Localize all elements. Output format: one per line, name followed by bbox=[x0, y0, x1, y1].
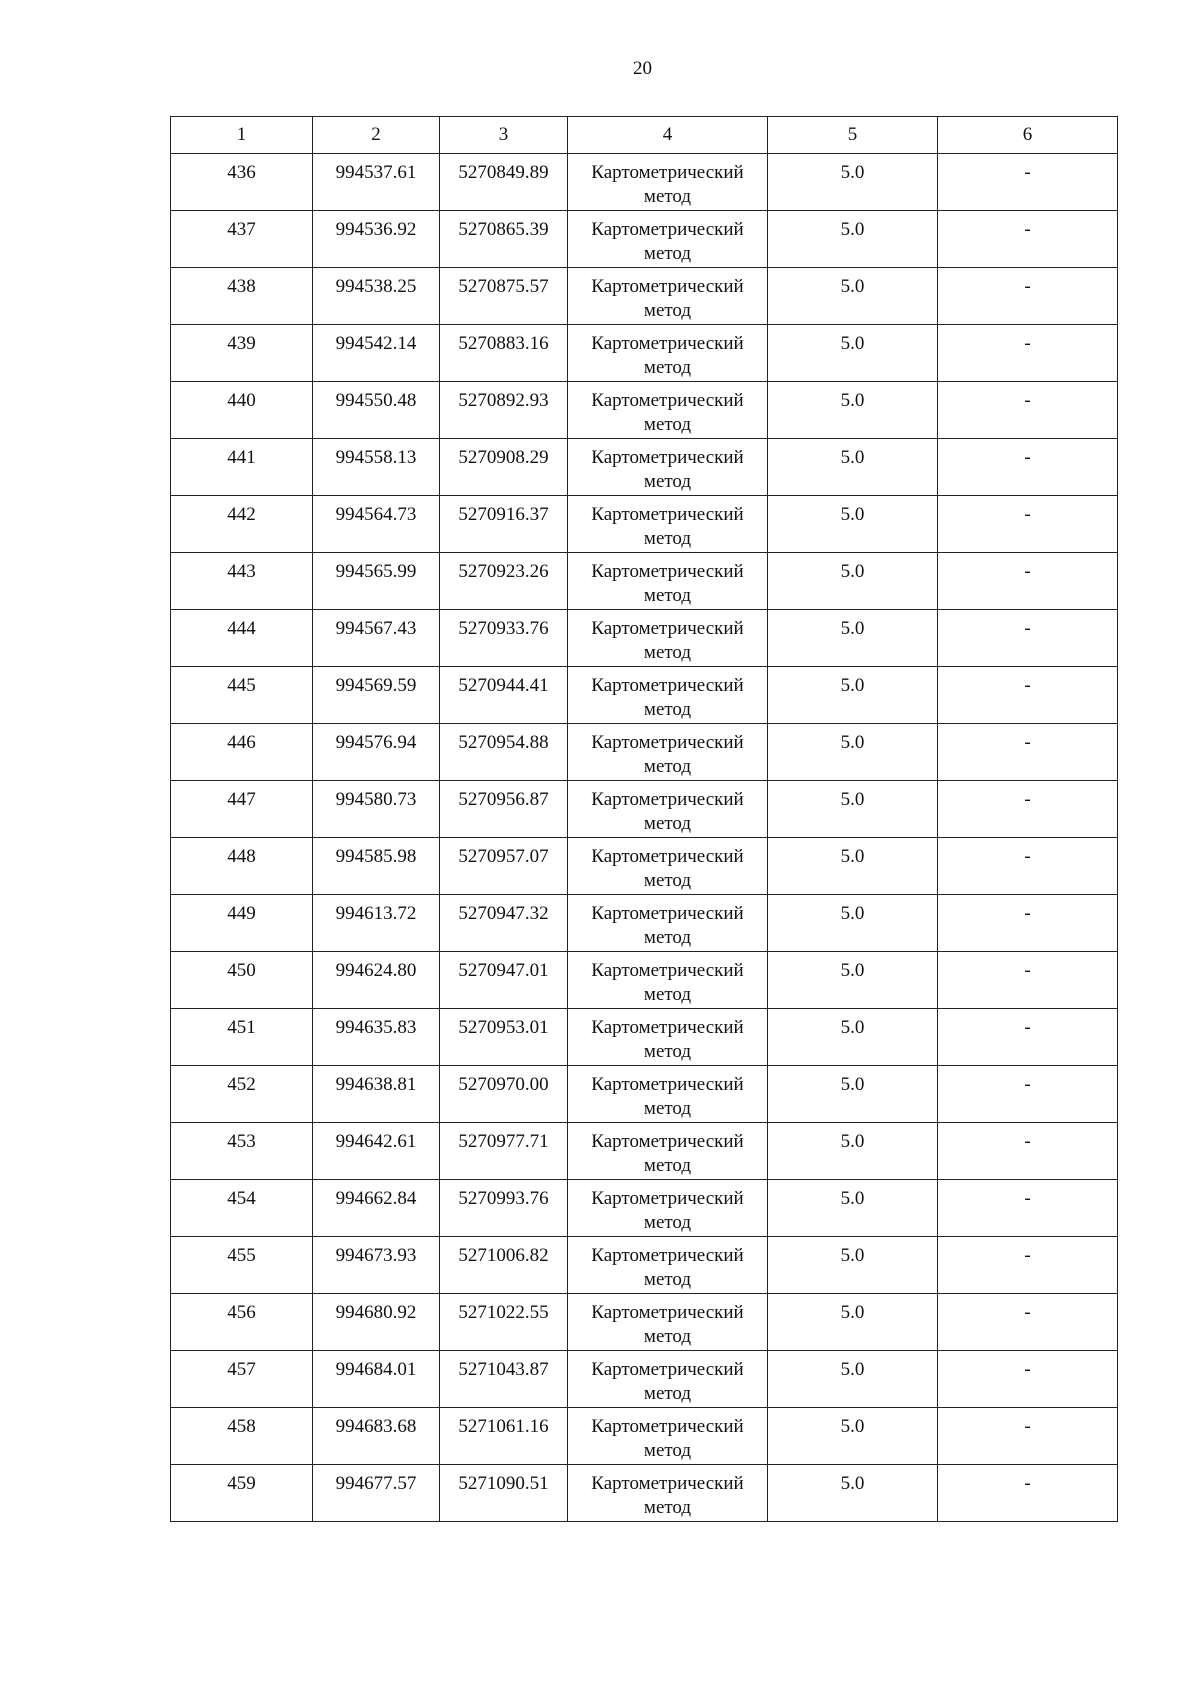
method-line-2: метод bbox=[643, 642, 692, 663]
table-row bbox=[171, 895, 1118, 952]
cell-method bbox=[568, 952, 768, 1009]
table-row bbox=[171, 382, 1118, 439]
cell-x-coordinate: 994542.14 bbox=[313, 325, 440, 382]
cell-note: - bbox=[938, 325, 1118, 382]
cell-y-coordinate: 5270957.07 bbox=[440, 838, 568, 895]
cell-accuracy: 5.0 bbox=[768, 496, 938, 553]
method-line-1: Картометрический bbox=[591, 504, 744, 525]
cell-point-number: 456 bbox=[171, 1294, 313, 1351]
cell-point-number: 446 bbox=[171, 724, 313, 781]
cell-note: - bbox=[938, 496, 1118, 553]
table-row bbox=[171, 838, 1118, 895]
cell-method bbox=[568, 1180, 768, 1237]
cell-y-coordinate: 5270954.88 bbox=[440, 724, 568, 781]
method-line-2: метод bbox=[643, 186, 692, 207]
cell-note: - bbox=[938, 268, 1118, 325]
cell-accuracy: 5.0 bbox=[768, 838, 938, 895]
cell-note: - bbox=[938, 1294, 1118, 1351]
cell-accuracy: 5.0 bbox=[768, 1465, 938, 1522]
cell-x-coordinate: 994567.43 bbox=[313, 610, 440, 667]
header-row bbox=[171, 117, 1118, 154]
cell-x-coordinate: 994537.61 bbox=[313, 154, 440, 211]
cell-point-number: 450 bbox=[171, 952, 313, 1009]
table-row bbox=[171, 268, 1118, 325]
cell-accuracy: 5.0 bbox=[768, 610, 938, 667]
cell-point-number: 440 bbox=[171, 382, 313, 439]
cell-x-coordinate: 994684.01 bbox=[313, 1351, 440, 1408]
method-line-2: метод bbox=[643, 1269, 692, 1290]
cell-note: - bbox=[938, 382, 1118, 439]
column-header-2: 2 bbox=[313, 117, 440, 154]
cell-x-coordinate: 994580.73 bbox=[313, 781, 440, 838]
cell-y-coordinate: 5271022.55 bbox=[440, 1294, 568, 1351]
cell-method bbox=[568, 496, 768, 553]
cell-x-coordinate: 994642.61 bbox=[313, 1123, 440, 1180]
method-line-1: Картометрический bbox=[591, 618, 744, 639]
cell-x-coordinate: 994638.81 bbox=[313, 1066, 440, 1123]
table-row bbox=[171, 154, 1118, 211]
method-line-2: метод bbox=[643, 414, 692, 435]
table-row bbox=[171, 1408, 1118, 1465]
cell-note: - bbox=[938, 1351, 1118, 1408]
cell-accuracy: 5.0 bbox=[768, 268, 938, 325]
cell-y-coordinate: 5270923.26 bbox=[440, 553, 568, 610]
method-line-1: Картометрический bbox=[591, 1131, 744, 1152]
cell-point-number: 436 bbox=[171, 154, 313, 211]
cell-method bbox=[568, 439, 768, 496]
cell-accuracy: 5.0 bbox=[768, 325, 938, 382]
cell-y-coordinate: 5270892.93 bbox=[440, 382, 568, 439]
method-line-2: метод bbox=[643, 1497, 692, 1518]
method-line-1: Картометрический bbox=[591, 333, 744, 354]
cell-accuracy: 5.0 bbox=[768, 553, 938, 610]
method-line-2: метод bbox=[643, 813, 692, 834]
table-row bbox=[171, 1351, 1118, 1408]
cell-y-coordinate: 5270956.87 bbox=[440, 781, 568, 838]
cell-accuracy: 5.0 bbox=[768, 667, 938, 724]
cell-method bbox=[568, 1237, 768, 1294]
method-line-1: Картометрический bbox=[591, 390, 744, 411]
cell-accuracy: 5.0 bbox=[768, 1009, 938, 1066]
cell-point-number: 454 bbox=[171, 1180, 313, 1237]
cell-method bbox=[568, 1066, 768, 1123]
cell-note: - bbox=[938, 667, 1118, 724]
cell-accuracy: 5.0 bbox=[768, 154, 938, 211]
cell-point-number: 451 bbox=[171, 1009, 313, 1066]
cell-point-number: 455 bbox=[171, 1237, 313, 1294]
cell-point-number: 449 bbox=[171, 895, 313, 952]
cell-note: - bbox=[938, 724, 1118, 781]
method-line-1: Картометрический bbox=[591, 219, 744, 240]
cell-x-coordinate: 994677.57 bbox=[313, 1465, 440, 1522]
cell-x-coordinate: 994558.13 bbox=[313, 439, 440, 496]
cell-method bbox=[568, 1123, 768, 1180]
table-row bbox=[171, 1009, 1118, 1066]
method-line-1: Картометрический bbox=[591, 732, 744, 753]
method-line-2: метод bbox=[643, 1440, 692, 1461]
cell-point-number: 457 bbox=[171, 1351, 313, 1408]
cell-accuracy: 5.0 bbox=[768, 1066, 938, 1123]
method-line-1: Картометрический bbox=[591, 1017, 744, 1038]
cell-method bbox=[568, 895, 768, 952]
method-line-2: метод bbox=[643, 1383, 692, 1404]
column-header-4: 4 bbox=[568, 117, 768, 154]
method-line-2: метод bbox=[643, 1098, 692, 1119]
cell-point-number: 452 bbox=[171, 1066, 313, 1123]
method-line-1: Картометрический bbox=[591, 1245, 744, 1266]
cell-method bbox=[568, 268, 768, 325]
column-header-6: 6 bbox=[938, 117, 1118, 154]
cell-note: - bbox=[938, 1408, 1118, 1465]
cell-point-number: 439 bbox=[171, 325, 313, 382]
table-row bbox=[171, 1180, 1118, 1237]
cell-method bbox=[568, 838, 768, 895]
table-row bbox=[171, 1294, 1118, 1351]
cell-point-number: 444 bbox=[171, 610, 313, 667]
cell-y-coordinate: 5270947.01 bbox=[440, 952, 568, 1009]
cell-x-coordinate: 994550.48 bbox=[313, 382, 440, 439]
cell-accuracy: 5.0 bbox=[768, 1351, 938, 1408]
cell-method bbox=[568, 667, 768, 724]
cell-note: - bbox=[938, 838, 1118, 895]
cell-x-coordinate: 994673.93 bbox=[313, 1237, 440, 1294]
cell-y-coordinate: 5270933.76 bbox=[440, 610, 568, 667]
cell-accuracy: 5.0 bbox=[768, 781, 938, 838]
cell-note: - bbox=[938, 610, 1118, 667]
cell-y-coordinate: 5271006.82 bbox=[440, 1237, 568, 1294]
method-line-1: Картометрический bbox=[591, 276, 744, 297]
method-line-2: метод bbox=[643, 927, 692, 948]
cell-x-coordinate: 994635.83 bbox=[313, 1009, 440, 1066]
method-line-2: метод bbox=[643, 471, 692, 492]
method-line-1: Картометрический bbox=[591, 1302, 744, 1323]
method-line-1: Картометрический bbox=[591, 1188, 744, 1209]
cell-y-coordinate: 5270875.57 bbox=[440, 268, 568, 325]
cell-method bbox=[568, 610, 768, 667]
method-line-2: метод bbox=[643, 585, 692, 606]
method-line-2: метод bbox=[643, 1326, 692, 1347]
cell-method bbox=[568, 1408, 768, 1465]
cell-x-coordinate: 994613.72 bbox=[313, 895, 440, 952]
cell-y-coordinate: 5271090.51 bbox=[440, 1465, 568, 1522]
cell-accuracy: 5.0 bbox=[768, 1237, 938, 1294]
cell-x-coordinate: 994565.99 bbox=[313, 553, 440, 610]
cell-y-coordinate: 5270970.00 bbox=[440, 1066, 568, 1123]
cell-y-coordinate: 5270977.71 bbox=[440, 1123, 568, 1180]
cell-accuracy: 5.0 bbox=[768, 1294, 938, 1351]
cell-note: - bbox=[938, 1180, 1118, 1237]
table-row bbox=[171, 667, 1118, 724]
cell-point-number: 442 bbox=[171, 496, 313, 553]
table-body bbox=[171, 154, 1118, 1522]
cell-x-coordinate: 994585.98 bbox=[313, 838, 440, 895]
cell-method bbox=[568, 211, 768, 268]
method-line-1: Картометрический bbox=[591, 561, 744, 582]
table-row bbox=[171, 952, 1118, 1009]
cell-point-number: 459 bbox=[171, 1465, 313, 1522]
cell-point-number: 447 bbox=[171, 781, 313, 838]
cell-point-number: 443 bbox=[171, 553, 313, 610]
cell-accuracy: 5.0 bbox=[768, 382, 938, 439]
cell-y-coordinate: 5270908.29 bbox=[440, 439, 568, 496]
table-row bbox=[171, 610, 1118, 667]
cell-note: - bbox=[938, 1009, 1118, 1066]
table-row bbox=[171, 724, 1118, 781]
method-line-1: Картометрический bbox=[591, 1416, 744, 1437]
cell-method bbox=[568, 1351, 768, 1408]
cell-y-coordinate: 5270947.32 bbox=[440, 895, 568, 952]
cell-y-coordinate: 5270944.41 bbox=[440, 667, 568, 724]
method-line-1: Картометрический bbox=[591, 789, 744, 810]
cell-point-number: 458 bbox=[171, 1408, 313, 1465]
method-line-1: Картометрический bbox=[591, 846, 744, 867]
cell-note: - bbox=[938, 211, 1118, 268]
cell-x-coordinate: 994680.92 bbox=[313, 1294, 440, 1351]
table-row bbox=[171, 1465, 1118, 1522]
cell-accuracy: 5.0 bbox=[768, 895, 938, 952]
cell-y-coordinate: 5270849.89 bbox=[440, 154, 568, 211]
cell-note: - bbox=[938, 895, 1118, 952]
cell-y-coordinate: 5270916.37 bbox=[440, 496, 568, 553]
cell-note: - bbox=[938, 1465, 1118, 1522]
cell-point-number: 437 bbox=[171, 211, 313, 268]
cell-accuracy: 5.0 bbox=[768, 1408, 938, 1465]
cell-point-number: 453 bbox=[171, 1123, 313, 1180]
cell-y-coordinate: 5270865.39 bbox=[440, 211, 568, 268]
cell-y-coordinate: 5271043.87 bbox=[440, 1351, 568, 1408]
cell-x-coordinate: 994564.73 bbox=[313, 496, 440, 553]
method-line-2: метод bbox=[643, 870, 692, 891]
table-row bbox=[171, 211, 1118, 268]
cell-note: - bbox=[938, 1066, 1118, 1123]
method-line-1: Картометрический bbox=[591, 162, 744, 183]
cell-method bbox=[568, 382, 768, 439]
cell-accuracy: 5.0 bbox=[768, 439, 938, 496]
column-header-1: 1 bbox=[171, 117, 313, 154]
cell-point-number: 438 bbox=[171, 268, 313, 325]
table-row bbox=[171, 439, 1118, 496]
cell-accuracy: 5.0 bbox=[768, 724, 938, 781]
cell-accuracy: 5.0 bbox=[768, 1123, 938, 1180]
method-line-1: Картометрический bbox=[591, 1359, 744, 1380]
method-line-2: метод bbox=[643, 1041, 692, 1062]
cell-y-coordinate: 5271061.16 bbox=[440, 1408, 568, 1465]
cell-x-coordinate: 994624.80 bbox=[313, 952, 440, 1009]
method-line-1: Картометрический bbox=[591, 1074, 744, 1095]
page-number: 20 bbox=[633, 58, 652, 79]
method-line-1: Картометрический bbox=[591, 960, 744, 981]
table-row bbox=[171, 781, 1118, 838]
column-header-3: 3 bbox=[440, 117, 568, 154]
cell-x-coordinate: 994538.25 bbox=[313, 268, 440, 325]
cell-method bbox=[568, 154, 768, 211]
cell-method bbox=[568, 1294, 768, 1351]
cell-accuracy: 5.0 bbox=[768, 1180, 938, 1237]
cell-x-coordinate: 994683.68 bbox=[313, 1408, 440, 1465]
cell-method bbox=[568, 1465, 768, 1522]
table-row bbox=[171, 1123, 1118, 1180]
cell-method bbox=[568, 724, 768, 781]
column-header-5: 5 bbox=[768, 117, 938, 154]
method-line-1: Картометрический bbox=[591, 447, 744, 468]
table-header bbox=[171, 117, 1118, 154]
cell-x-coordinate: 994662.84 bbox=[313, 1180, 440, 1237]
table-row bbox=[171, 496, 1118, 553]
method-line-1: Картометрический bbox=[591, 1473, 744, 1494]
coordinates-table bbox=[170, 116, 1118, 1522]
cell-x-coordinate: 994569.59 bbox=[313, 667, 440, 724]
table-row bbox=[171, 1237, 1118, 1294]
method-line-2: метод bbox=[643, 528, 692, 549]
cell-note: - bbox=[938, 154, 1118, 211]
table-row bbox=[171, 1066, 1118, 1123]
cell-y-coordinate: 5270883.16 bbox=[440, 325, 568, 382]
cell-method bbox=[568, 781, 768, 838]
method-line-2: метод bbox=[643, 300, 692, 321]
cell-y-coordinate: 5270993.76 bbox=[440, 1180, 568, 1237]
cell-point-number: 441 bbox=[171, 439, 313, 496]
method-line-2: метод bbox=[643, 1155, 692, 1176]
method-line-2: метод bbox=[643, 756, 692, 777]
method-line-2: метод bbox=[643, 699, 692, 720]
cell-y-coordinate: 5270953.01 bbox=[440, 1009, 568, 1066]
cell-note: - bbox=[938, 781, 1118, 838]
cell-note: - bbox=[938, 952, 1118, 1009]
cell-note: - bbox=[938, 1237, 1118, 1294]
method-line-2: метод bbox=[643, 243, 692, 264]
cell-x-coordinate: 994576.94 bbox=[313, 724, 440, 781]
cell-point-number: 448 bbox=[171, 838, 313, 895]
cell-x-coordinate: 994536.92 bbox=[313, 211, 440, 268]
table-row bbox=[171, 325, 1118, 382]
method-line-1: Картометрический bbox=[591, 675, 744, 696]
method-line-2: метод bbox=[643, 984, 692, 1005]
method-line-2: метод bbox=[643, 357, 692, 378]
cell-accuracy: 5.0 bbox=[768, 952, 938, 1009]
cell-method bbox=[568, 553, 768, 610]
cell-method bbox=[568, 325, 768, 382]
cell-accuracy: 5.0 bbox=[768, 211, 938, 268]
method-line-1: Картометрический bbox=[591, 903, 744, 924]
cell-point-number: 445 bbox=[171, 667, 313, 724]
cell-note: - bbox=[938, 1123, 1118, 1180]
table-row bbox=[171, 553, 1118, 610]
cell-note: - bbox=[938, 439, 1118, 496]
method-line-2: метод bbox=[643, 1212, 692, 1233]
cell-note: - bbox=[938, 553, 1118, 610]
cell-method bbox=[568, 1009, 768, 1066]
